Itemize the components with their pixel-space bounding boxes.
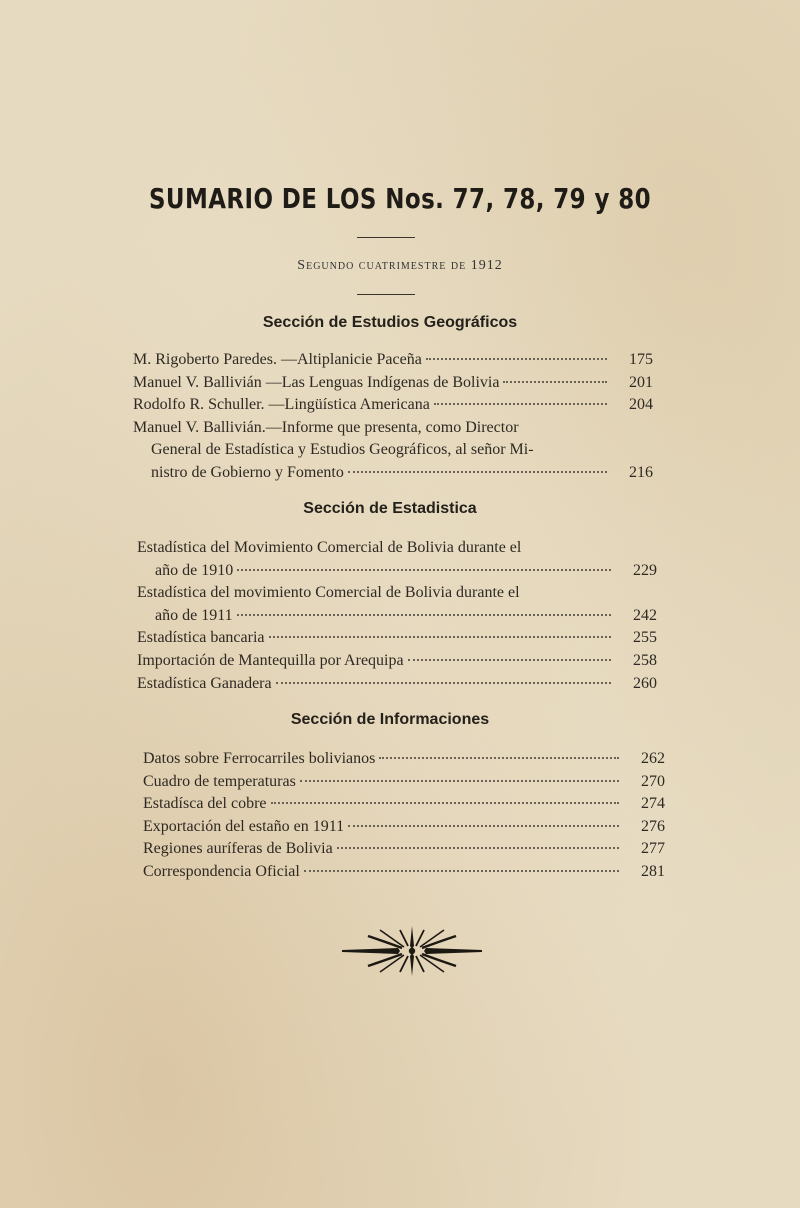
toc-page-number: 276	[641, 817, 665, 835]
toc-page-number: 260	[633, 674, 657, 692]
toc-entry	[133, 349, 653, 372]
toc-entry-text: Regiones auríferas de Bolivia	[143, 840, 333, 858]
toc-page-number: 229	[633, 561, 657, 579]
toc-entry	[143, 838, 665, 861]
toc-entry-text: Estadísca del cobre	[143, 795, 267, 813]
toc-entry	[137, 673, 657, 696]
toc-entry	[137, 627, 657, 650]
toc-entry	[137, 650, 657, 673]
leader-dots	[426, 358, 607, 360]
toc-entry-text: Rodolfo R. Schuller. —Lingüística Americana	[133, 396, 430, 414]
leader-dots	[337, 847, 619, 849]
toc-page-number: 270	[641, 772, 665, 790]
toc-entry	[143, 816, 665, 839]
toc-entry	[143, 861, 665, 884]
toc-entry-text: Manuel V. Ballivián.—Informe que presenta, como Director	[133, 418, 519, 436]
leader-dots	[276, 682, 611, 684]
toc-page-number: 281	[641, 862, 665, 880]
toc-entry	[137, 582, 657, 627]
toc-entry-text: General de Estadística y Estudios Geográficos, al señor Mi-	[151, 441, 534, 459]
toc-page-number: 175	[629, 351, 653, 368]
toc-entry	[137, 537, 657, 582]
toc-entry	[133, 372, 653, 395]
toc-list-informaciones	[143, 748, 665, 884]
section-heading-informaciones: Sección de Informaciones	[290, 711, 490, 728]
leader-dots	[237, 569, 611, 571]
toc-page-number: 204	[629, 396, 653, 414]
section-heading-estadistica: Sección de Estadistica	[303, 500, 477, 517]
toc-list-estadistica	[137, 537, 657, 695]
toc-entry-text: Estadística Ganadera	[137, 674, 272, 692]
divider-top	[357, 237, 415, 238]
leader-dots	[503, 381, 607, 383]
page-title: SUMARIO DE LOS Nos. 77, 78, 79 y 80	[148, 182, 652, 215]
toc-entry-text: Cuadro de temperaturas	[143, 772, 296, 790]
toc-entry	[143, 793, 665, 816]
toc-entry-text: Estadística del movimiento Comercial de Bolivia durante el	[137, 584, 520, 602]
leader-dots	[408, 659, 611, 661]
toc-entry-text: Exportación del estaño en 1911	[143, 817, 345, 835]
divider-bottom	[357, 294, 415, 295]
leader-dots	[379, 757, 619, 759]
leader-dots	[271, 802, 620, 804]
leader-dots	[269, 636, 612, 638]
toc-list-estudios	[133, 349, 653, 485]
toc-page-number: 277	[641, 840, 665, 858]
leader-dots	[304, 870, 619, 872]
toc-entry-text: año de 1911	[155, 606, 233, 624]
star-burst-ornament-icon	[340, 924, 484, 978]
leader-dots	[300, 780, 619, 782]
toc-page-number: 255	[633, 629, 657, 647]
toc-entry-text: Importación de Mantequilla por Arequipa	[137, 651, 404, 669]
toc-entry	[133, 417, 653, 485]
page-subtitle: Segundo cuatrimestre de 1912	[297, 258, 503, 273]
toc-entry-text: M. Rigoberto Paredes. —Altiplanicie Paceña	[133, 351, 422, 368]
section-heading-estudios: Sección de Estudios Geográficos	[262, 314, 518, 331]
toc-page-number: 274	[641, 795, 665, 813]
leader-dots	[434, 403, 607, 405]
toc-entry-text: Estadística bancaria	[137, 629, 265, 647]
toc-entry-text: nistro de Gobierno y Fomento	[151, 463, 344, 481]
toc-entry-text: Correspondencia Oficial	[143, 862, 300, 880]
leader-dots	[348, 825, 619, 827]
toc-page-number: 201	[629, 373, 653, 391]
toc-entry	[143, 771, 665, 794]
toc-entry	[143, 748, 665, 771]
toc-page-number: 216	[629, 463, 653, 481]
toc-entry-text: año de 1910	[155, 561, 234, 579]
toc-entry-text: Datos sobre Ferrocarriles bolivianos	[143, 750, 376, 767]
toc-page-number: 262	[641, 750, 665, 767]
toc-page-number: 258	[633, 651, 657, 669]
toc-entry-text: Manuel V. Ballivián —Las Lenguas Indígenas de Bolivia	[133, 373, 500, 391]
leader-dots	[348, 471, 607, 473]
toc-entry	[133, 394, 653, 417]
toc-page-number: 242	[633, 606, 657, 624]
toc-entry-text: Estadística del Movimiento Comercial de Bolivia durante el	[137, 539, 522, 556]
leader-dots	[237, 614, 611, 616]
